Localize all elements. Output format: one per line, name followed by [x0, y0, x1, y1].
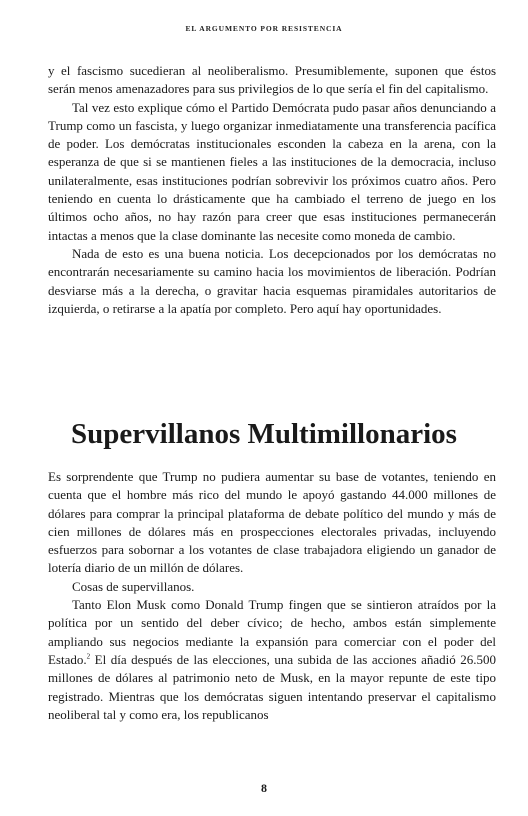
paragraph: y el fascismo sucedieran al neoliberalismo. Presumiblemente, suponen que éstos serán menos amenazadores para sus privilegios de lo que sería el fin del capitalismo.: [48, 63, 496, 97]
paragraph: [48, 596, 496, 724]
footnote-marker[interactable]: 2: [86, 652, 91, 661]
paragraph-text: El día después de las elecciones, una subida de las acciones añadió 26.500 millones de dólares al patrimonio neto de Musk, en la mayor repunte de este tipo registrado. Mientras que los demócratas siguen intentando preservar el capitalismo neoliberal tal y como era, los republicanos: [48, 651, 496, 722]
paragraph: Es sorprendente que Trump no pudiera aumentar su base de votantes, teniendo en cuenta que el hombre más rico del mundo le apoyó gastando 44.000 millones de dólares para comprar la principal plataforma de debate político del mundo y más de cien millones de dólares más en prospecciones electorales privadas, incluyendo esfuerzos para sobornar a los votantes de clase trabajadora eligiendo un ganador de lotería diario de un millón de dólares.: [48, 469, 496, 576]
text-block-after-heading: [48, 468, 496, 724]
paragraph-text: Tanto Elon Musk como Donald Trump fingen que se sintieron atraídos por la política por un sentido del deber cívico; de hecho, ambos están simplemente ampliando sus negocios mediante la expansión para comerciar con el poder del Estado.: [48, 597, 496, 667]
paragraph: Cosas de supervillanos.: [72, 578, 195, 594]
page-number: 8: [261, 781, 267, 795]
paragraph: Tal vez esto explique cómo el Partido Demócrata pudo pasar años denunciando a Trump como un fascista, y luego organizar inmediatamente una transferencia pacífica de poder. Los demócratas institucionales esconden la cabeza en la arena, con la esperanza de que si se mantienen fieles a las instituciones de la democracia, incluso unilateralmente, esas instituciones podrían sobrevivir los próximos cuatro años. Pero teniendo en cuenta lo drásticamente que ha cambiado el terreno de juego en los últimos ocho años, no hay razón para creer que esas instituciones permanecerán intactas a menos que la clase dominante las necesite como moneda de cambio.: [48, 99, 496, 243]
paragraph: Nada de esto es una buena noticia. Los decepcionados por los demócratas no encontrarán necesariamente su camino hacia los movimientos de liberación. Podrían desviarse más a la derecha, o gravitar hacia esquemas piramidales autoritarios de izquierda, o retirarse a la apatía por completo. Pero aquí hay oportunidades.: [48, 245, 496, 316]
running-head: EL ARGUMENTO POR RESISTENCIA: [185, 24, 343, 33]
text-block-before-heading: [48, 62, 496, 318]
section-heading: Supervillanos Multimillonarios: [71, 418, 457, 450]
